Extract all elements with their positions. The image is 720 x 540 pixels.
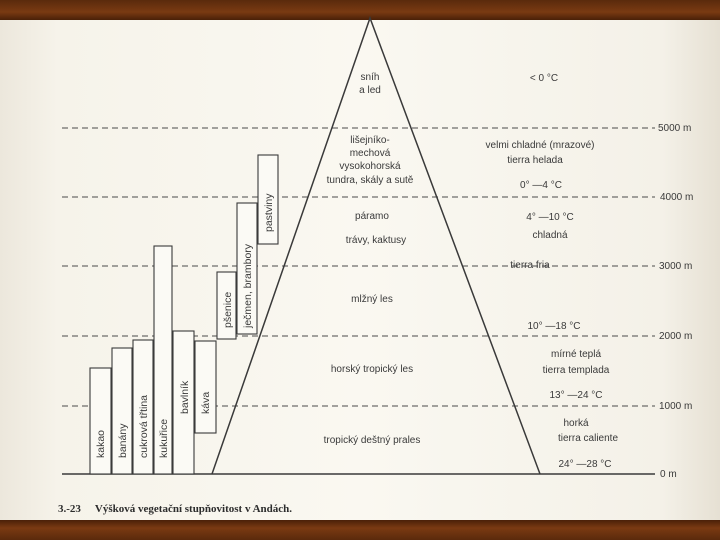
figure-number: 3.-23	[58, 503, 81, 515]
climate-cold: chladná	[532, 230, 568, 241]
crop-bar-kava	[195, 341, 216, 433]
crop-label-bavlnik: bavlník	[179, 380, 191, 414]
elevation-label-1000: 1000 m	[659, 401, 693, 412]
figure-caption	[58, 503, 306, 515]
crop-label-kakao: kakao	[95, 429, 107, 458]
zone-rainforest: tropický deštný prales	[323, 435, 421, 446]
elevation-label-2000: 2000 m	[659, 331, 693, 342]
climate-temp-0-4: 0° —4 °C	[520, 180, 562, 191]
elevation-label-3000: 3000 m	[659, 261, 693, 272]
zone-tundra-line2: mechová	[349, 148, 391, 159]
crop-label-psenice: pšenice	[222, 291, 234, 328]
climate-very-cold: velmi chladné (mrazové)	[485, 140, 595, 151]
zone-paramo-line1: páramo	[355, 211, 389, 222]
climate-temperate: mírné teplá	[550, 349, 602, 360]
zone-tundra-line1: lišejníko-	[350, 135, 390, 146]
climate-temp-24-28: 24° —28 °C	[558, 459, 612, 470]
crop-label-banany: banány	[117, 423, 129, 458]
zone-cloud-forest: mlžný les	[351, 294, 393, 305]
climate-temp-10-18: 10° —18 °C	[527, 321, 581, 332]
zone-snow-line2: a led	[359, 85, 381, 96]
crop-label-cukrova-trtina: cukrová třtina	[138, 394, 150, 458]
climate-snow-temp: < 0 °C	[529, 73, 559, 84]
zone-tundra-line3: vysokohorská	[339, 161, 401, 172]
elevation-label-4000: 4000 m	[660, 192, 694, 203]
elevation-label-5000: 5000 m	[658, 123, 692, 134]
climate-temp-4-10: 4° —10 °C	[526, 212, 574, 223]
crop-label-kava: káva	[200, 391, 212, 414]
crop-label-jecmen-brambory: ječmen, brambory	[242, 243, 254, 328]
climate-hot: horká	[563, 418, 589, 429]
climate-tierra-caliente: tierra caliente	[557, 433, 619, 444]
zone-paramo-line2: trávy, kaktusy	[345, 235, 407, 246]
zone-montane-forest: horský tropický les	[330, 364, 414, 375]
crop-label-kukurice: kukuřice	[158, 418, 170, 458]
climate-tierra-templada: tierra templada	[542, 365, 610, 376]
slide-frame-bottom	[0, 520, 720, 540]
zone-tundra-line4: tundra, skály a sutě	[326, 175, 414, 186]
figure-caption-text: Výšková vegetační stupňovitost v Andách.	[94, 503, 293, 515]
crop-label-pastviny: pastviny	[263, 193, 275, 232]
climate-tierra-helada: tierra helada	[507, 155, 563, 166]
zone-snow-line1: sníh	[360, 72, 380, 83]
climate-temp-13-24: 13° —24 °C	[549, 390, 603, 401]
elevation-label-0: 0 m	[660, 469, 677, 480]
climate-tierra-fria: tierra fria	[510, 260, 550, 271]
